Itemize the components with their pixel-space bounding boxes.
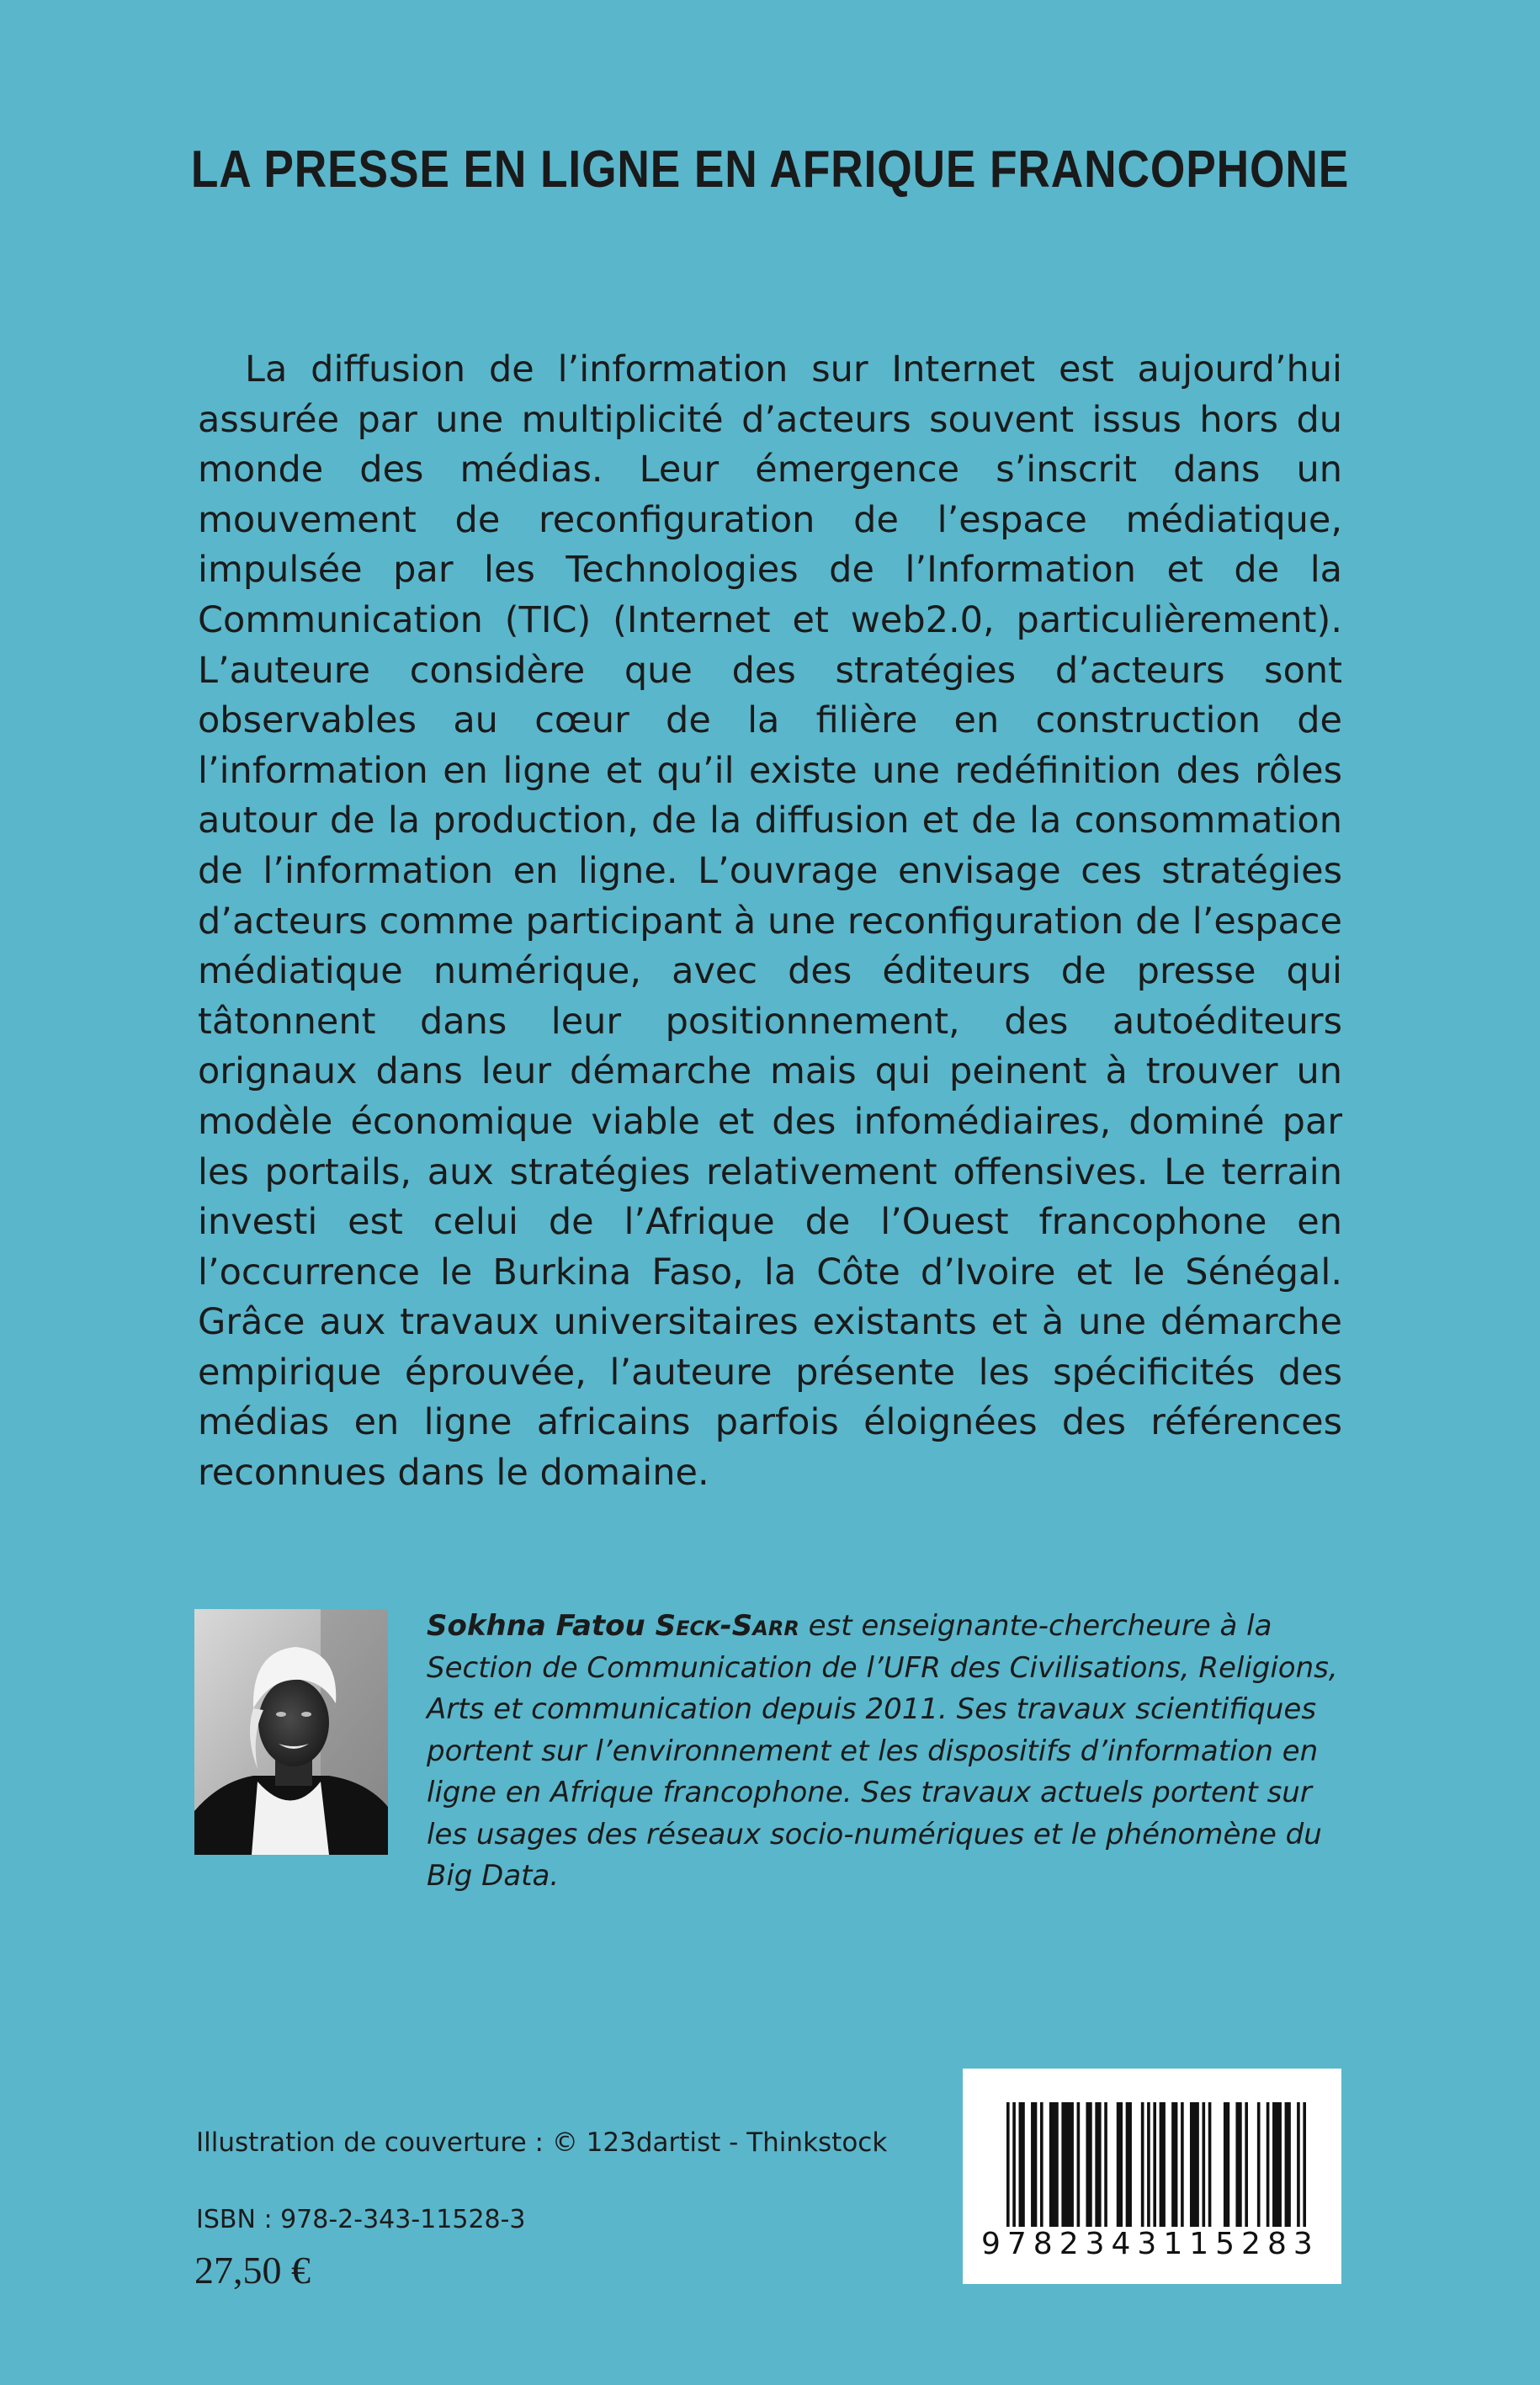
author-bio-text: est enseignante-chercheure à la Section de Communication de l’UFR des Civilisations, Religions, Arts et communication depuis 2011. Ses travaux scientifiques portent sur l’environnement et les dispositifs d’information en ligne en Afrique francophone. Ses travaux actuels portent sur les usages des réseaux socio-numériques et le phénomène du Big Data.: [427, 1609, 1338, 1893]
author-name: [427, 1609, 799, 1643]
author-surname: Seck-Sarr: [655, 1609, 799, 1643]
barcode-bar: [1117, 2102, 1123, 2227]
barcode-bar: [1147, 2102, 1150, 2227]
barcode-bar: [1012, 2102, 1016, 2227]
back-cover-summary: La diffusion de l’information sur Internet est aujourd’hui assurée par une multiplicité d’acteurs souvent issus hors du monde des médias. Leur émergence s’inscrit dans un mouvement de reconfiguration de l’espace médiatique, impulsée par les Technologies de l’Information et de la Communication (TIC) (Internet et web2.0, particulièrement). L’auteure considère que des stratégies d’acteurs sont observables au cœur de la filière en construction de l’information en ligne et qu’il existe une redéfinition des rôles autour de la production, de la diffusion et de la consommation de l’information en ligne. L’ouvrage envisage ces stratégies d’acteurs comme participant à une reconfiguration de l’espace médiatique numérique, avec des éditeurs de presse qui tâtonnent dans leur positionnement, des autoéditeurs orignaux dans leur démarche mais qui peinent à trouver un modèle économique viable et des infomédiaires, dominé par les portails, aux stratégies relativement offensives. Le terrain investi est celui de l’Afrique de l’Ouest francophone en l’occurrence le Burkina Faso, la Côte d’Ivoire et le Sénégal. Grâce aux travaux universitaires existants et à une démarche empirique éprouvée, l’auteure présente les spécificités des médias en ligne africains parfois éloignées des références reconnues dans le domaine.: [198, 348, 1342, 1495]
author-first-name: Sokhna Fatou: [427, 1609, 645, 1643]
barcode-bar: [1224, 2102, 1229, 2227]
barcode-bar: [1086, 2102, 1091, 2227]
barcode-bar: [1153, 2102, 1156, 2227]
barcode-bar: [1297, 2102, 1300, 2227]
price: 27,50 €: [194, 2249, 311, 2292]
book-title: LA PRESSE EN LIGNE EN AFRIQUE FRANCOPHONE: [190, 140, 1350, 199]
barcode-bar: [1190, 2102, 1199, 2227]
author-bio: [427, 1606, 1344, 1898]
barcode-bar: [1160, 2102, 1166, 2227]
barcode-bar: [1006, 2102, 1010, 2227]
barcode-bar: [1095, 2102, 1101, 2227]
barcode-bar: [1031, 2102, 1037, 2227]
barcode: [963, 2069, 1341, 2284]
cover-illustration-credit: Illustration de couverture : © 123dartist - Thinkstock: [196, 2127, 888, 2158]
barcode-bar: [1235, 2102, 1241, 2227]
barcode-bar: [1126, 2102, 1132, 2227]
barcode-bar: [1077, 2102, 1081, 2227]
barcode-bar: [1104, 2102, 1107, 2227]
barcode-bar: [1285, 2102, 1291, 2227]
barcode-bar: [1141, 2102, 1144, 2227]
barcode-bar: [1049, 2102, 1059, 2227]
barcode-bar: [1208, 2102, 1212, 2227]
barcode-bar: [1245, 2102, 1248, 2227]
barcode-bar: [1272, 2102, 1282, 2227]
barcode-bar: [1267, 2102, 1270, 2227]
barcode-bar: [1019, 2102, 1025, 2227]
barcode-bar: [1202, 2102, 1205, 2227]
barcode-bar: [1303, 2102, 1306, 2227]
barcode-bar: [1257, 2102, 1261, 2227]
isbn: ISBN : 978-2-343-11528-3: [196, 2205, 526, 2234]
barcode-bar: [1181, 2102, 1184, 2227]
barcode-bar: [1040, 2102, 1043, 2227]
author-photo: [194, 1609, 388, 1855]
barcode-bar: [1061, 2102, 1074, 2227]
barcode-bar: [1171, 2102, 1177, 2227]
barcode-digits: 9782343115283: [981, 2227, 1320, 2261]
